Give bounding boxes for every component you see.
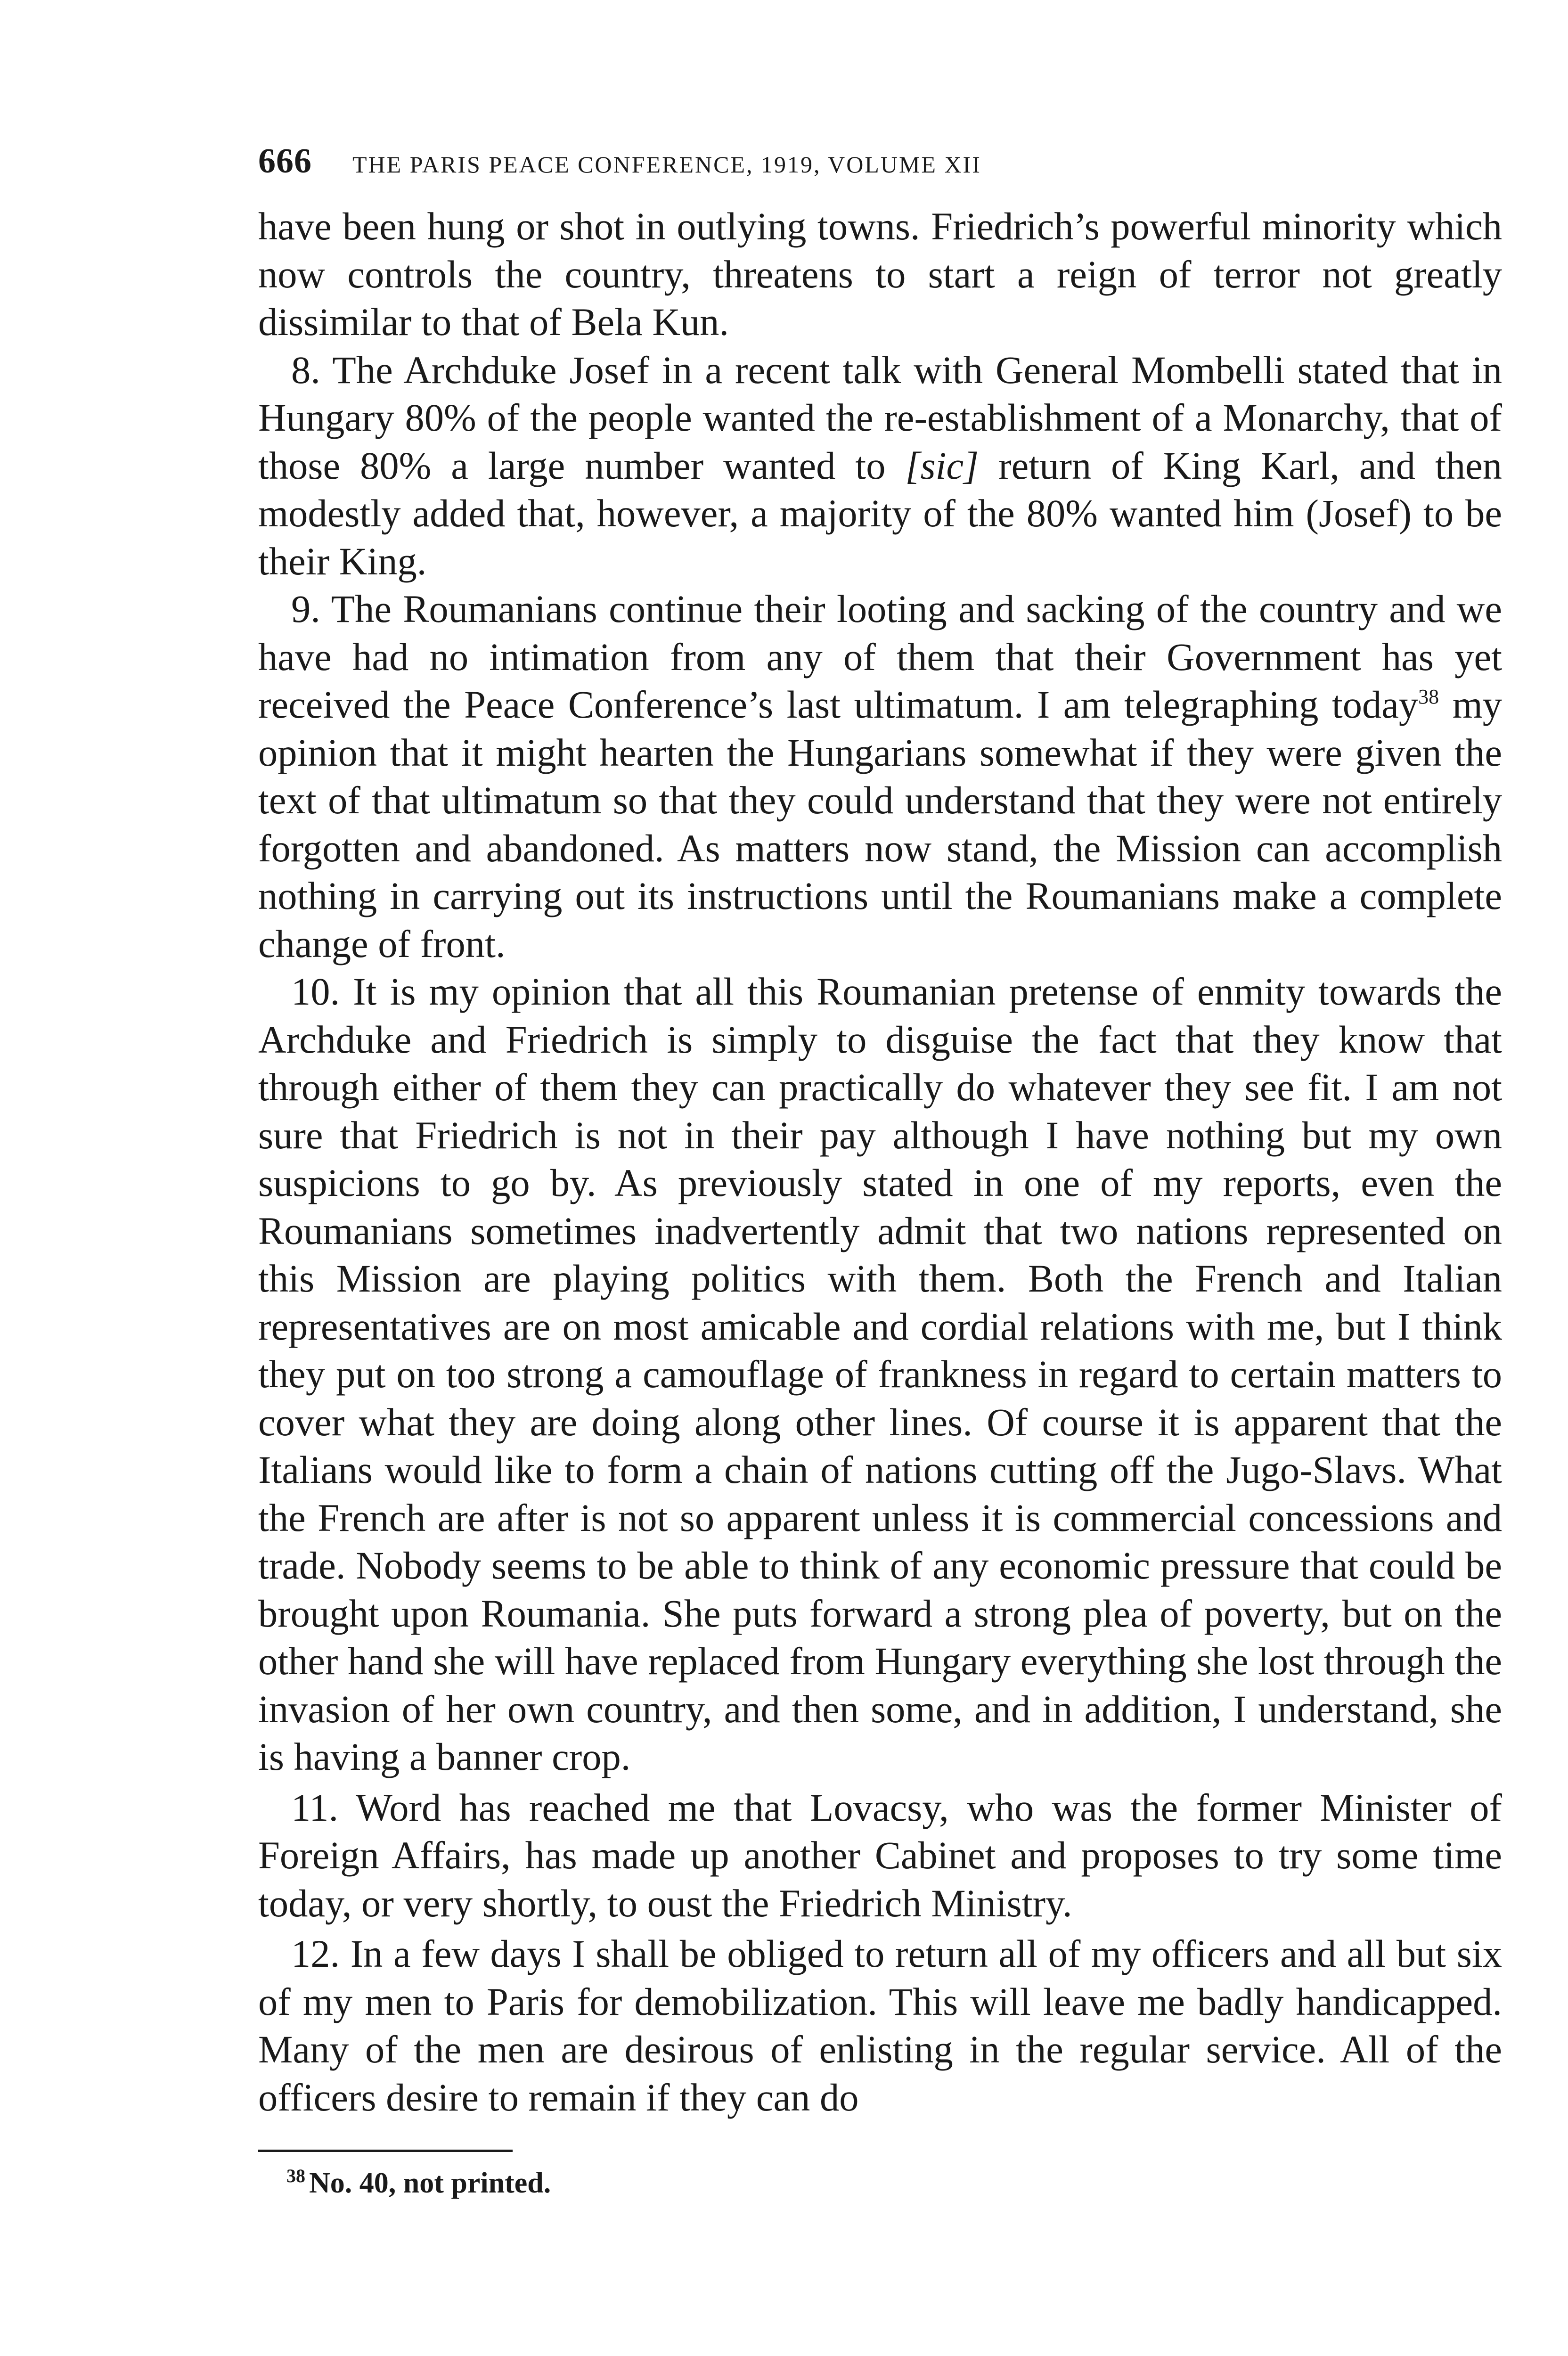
footnote-divider <box>258 2150 513 2152</box>
footnote <box>258 2164 1502 2202</box>
sic-note: [sic] <box>905 443 979 487</box>
page-number: 666 <box>258 142 312 180</box>
footnote-mark: 38 <box>286 2165 305 2186</box>
paragraph-continued: have been hung or shot in outlying towns. Friedrich’s powerful minority which now controls the country, threatens to start a reign of terror not greatly dissimilar to that of Bela Kun. <box>258 205 1502 344</box>
body-text <box>258 203 1502 2121</box>
paragraph-8 <box>258 346 1502 586</box>
paragraph-9 <box>258 585 1502 968</box>
paragraph-12: 12. In a few days I shall be obliged to return all of my officers and all but six of my men to Paris for demobilization. This will leave me badly handicapped. Many of the men are desirous of enlisting in the regular service. All of the officers desire to remain if they can do <box>258 1932 1502 2119</box>
document-page <box>258 141 1502 2202</box>
paragraph-8-text-b: return of King Karl, and then modestly added that, however, a majority of the 80% wanted him (Josef) to be their King. <box>258 443 1502 583</box>
running-header <box>258 141 1502 203</box>
paragraph-9-text-b: my opinion that it might hearten the Hungarians somewhat if they were given the text of that ultimatum so that they could understand that they were not entirely forgotten and abandoned. As matters now stand, the Mission can accomplish nothing in carrying out its instructions until the Roumanians make a complete change of front. <box>258 683 1503 965</box>
paragraph-8-text-a: 8. The Archduke Josef in a recent talk with General Mombelli stated that in Hungary 80% of the people wanted the re-establishment of a Monarchy, that of those 80% a large number wanted to <box>258 348 1502 487</box>
paragraph-9-text-a: 9. The Roumanians continue their looting and sacking of the country and we have had no intimation from any of them that their Government has yet received the Peace Conference’s last ultimatum. I am telegraphing today <box>258 587 1502 726</box>
running-title: THE PARIS PEACE CONFERENCE, 1919, VOLUME XII <box>352 151 981 178</box>
footnote-reference: 38 <box>1418 685 1439 708</box>
paragraph-10: 10. It is my opinion that all this Roumanian pretense of enmity towards the Archduke and Friedrich is simply to disguise the fact that they know that through either of them they can practically do whatever they see fit. I am not sure that Friedrich is not in their pay although I have nothing but my own suspicions to go by. As previously stated in one of my reports, even the Roumanians sometimes inadvertently admit that two nations represented on this Mission are playing politics with them. Both the French and Italian representatives are on most amicable and cordial relations with me, but I think they put on too strong a camouflage of frankness in regard to certain matters to cover what they are doing along other lines. Of course it is apparent that the Italians would like to form a chain of nations cutting off the Jugo-Slavs. What the French are after is not so apparent unless it is commercial concessions and trade. Nobody seems to be able to think of any economic pressure that could be brought upon Roumania. She puts forward a strong plea of poverty, but on the other hand she will have replaced from Hungary everything she lost through the invasion of her own country, and then some, and in addition, I understand, she is having a banner crop. <box>258 970 1502 1778</box>
footnote-text: No. 40, not printed. <box>309 2167 551 2199</box>
paragraph-11: 11. Word has reached me that Lovacsy, who was the former Minister of Foreign Affairs, has made up another Cabinet and proposes to try some time today, or very shortly, to oust the Friedrich Ministry. <box>258 1785 1502 1925</box>
